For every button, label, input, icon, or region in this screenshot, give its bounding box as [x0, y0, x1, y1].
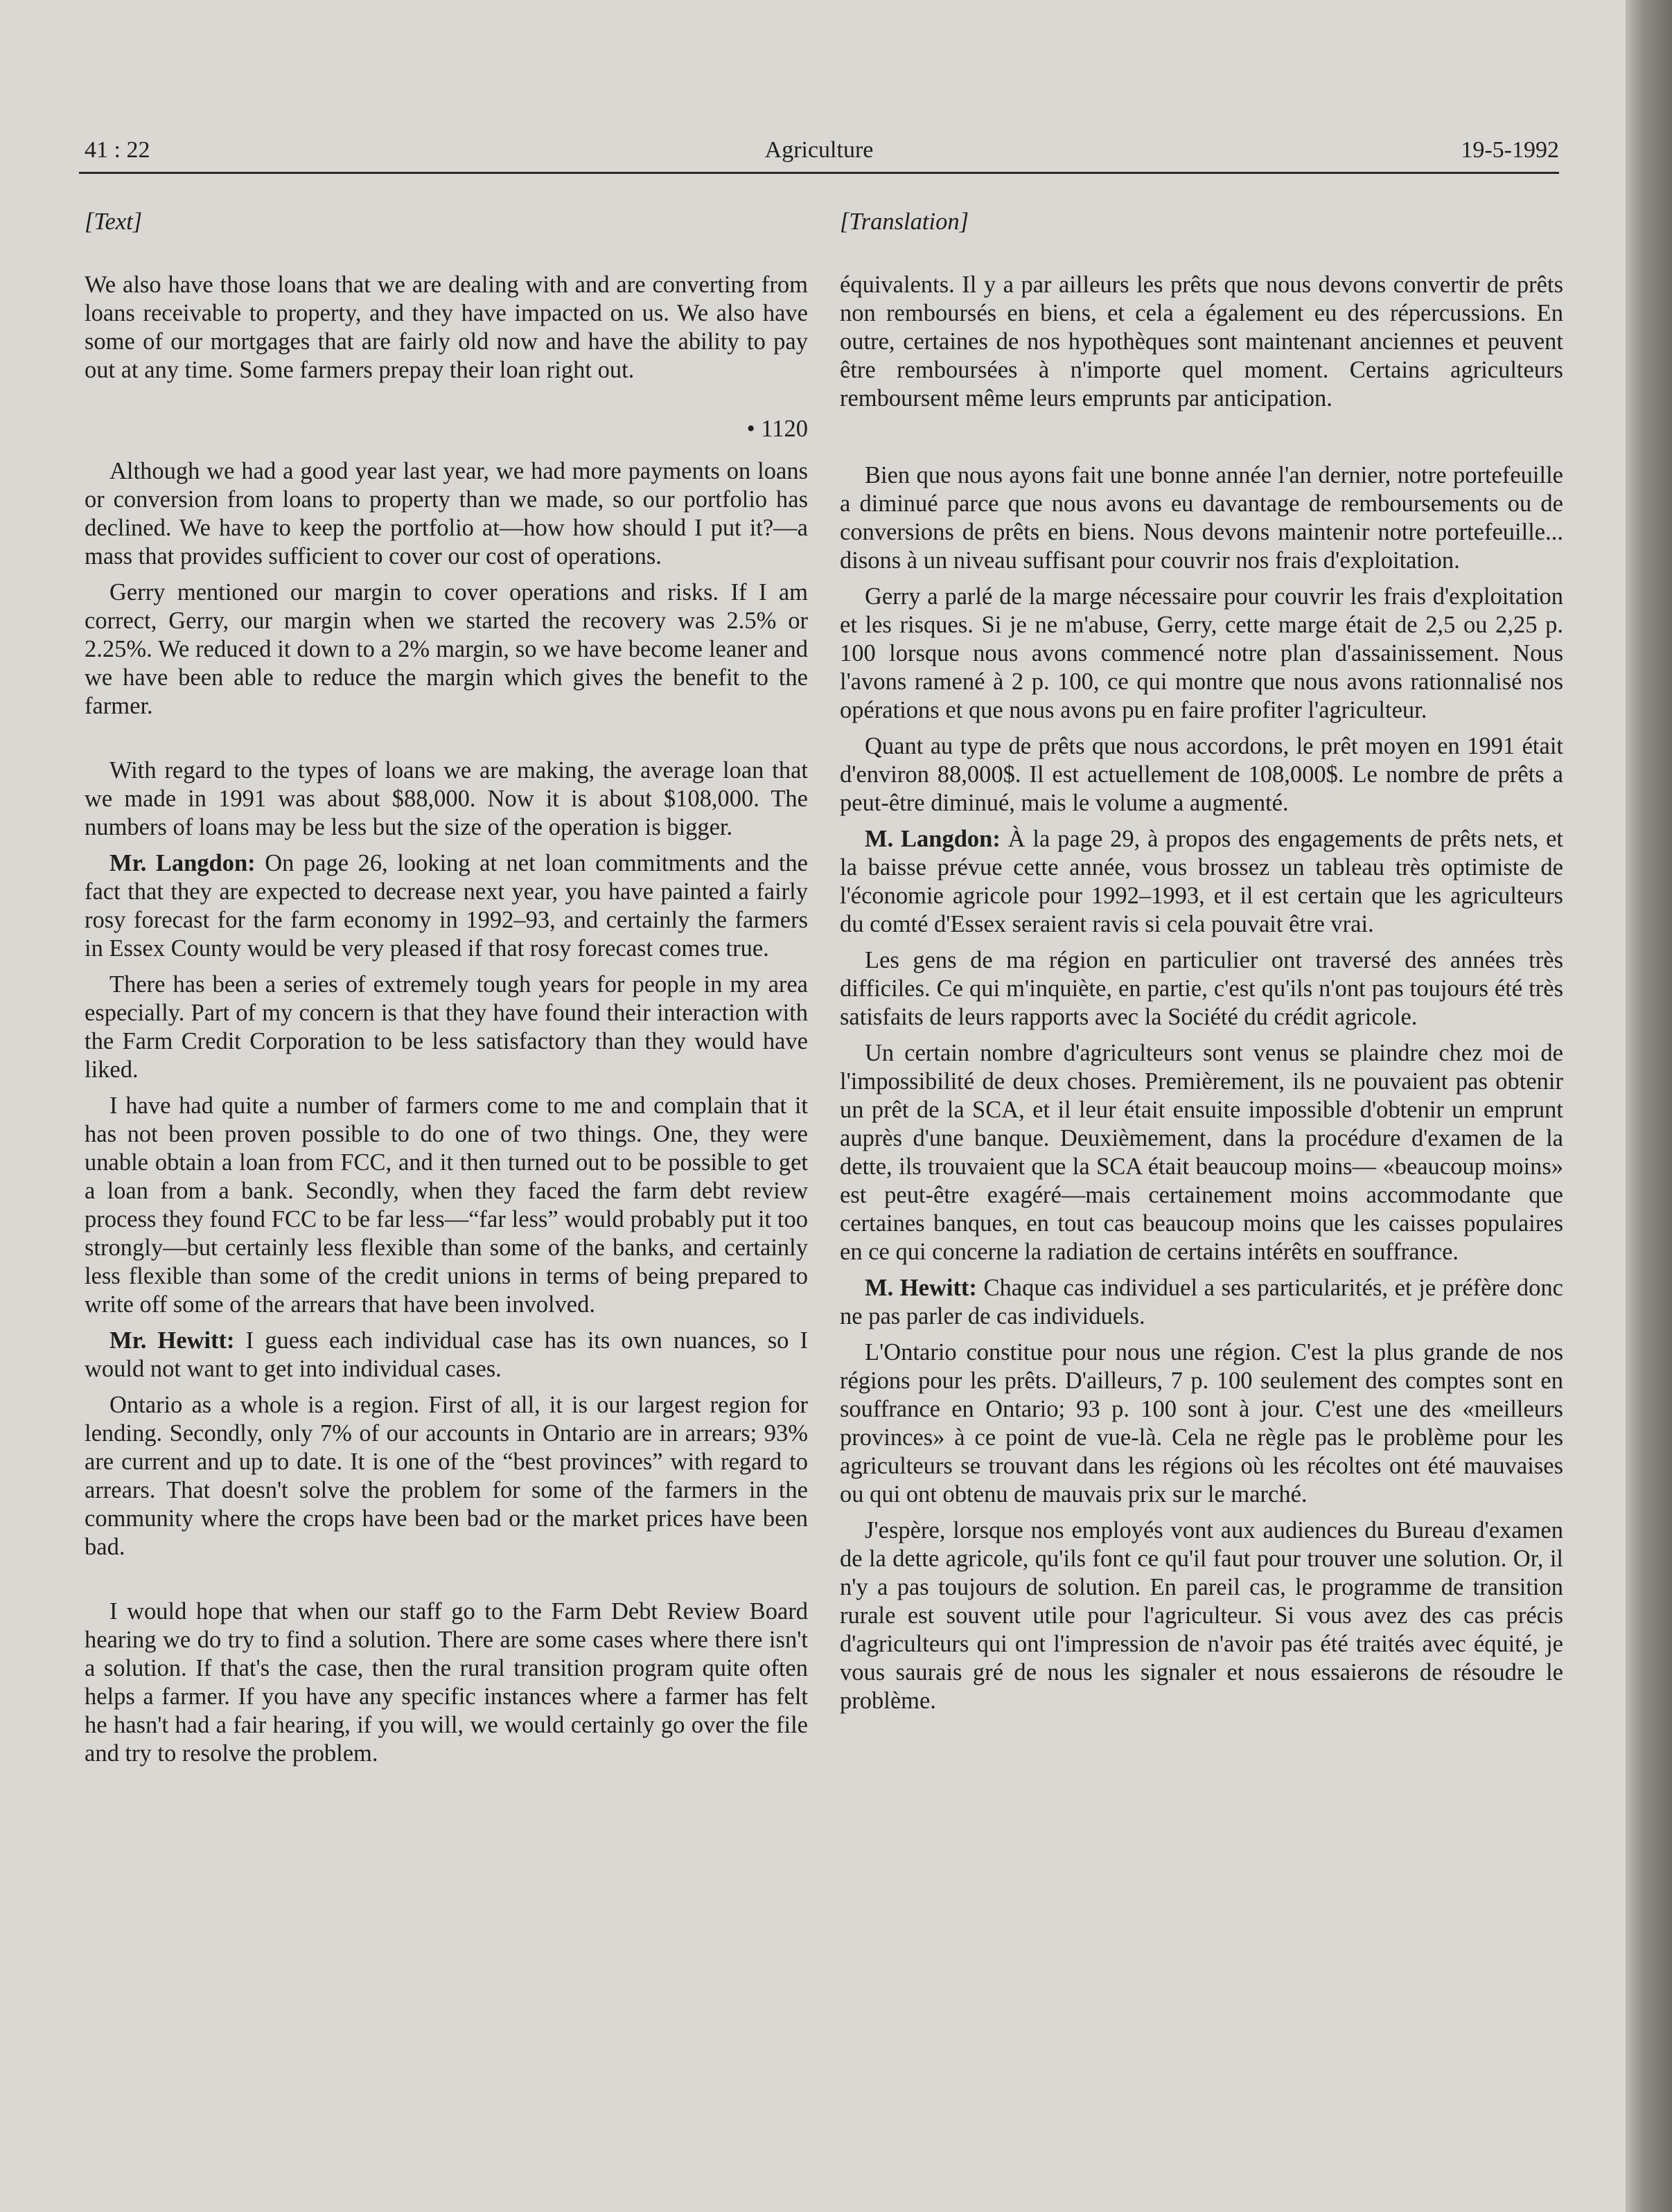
speaker-text: À la page 29, à propos des engagements de prêts nets, et la baisse prévue cette année, vous brossez un tableau très optimiste de l'économie agricole pour 1992–1993, et il est certain que les agriculteurs du comté d'Essex seraient ravis si cela pouvait être vrai. [840, 826, 1563, 937]
page-number: 41 : 22 [85, 137, 150, 163]
english-column [85, 208, 808, 1776]
paragraph: Gerry a parlé de la marge nécessaire pour couvrir les frais d'exploitation et les risques. Si je ne m'abuse, Gerry, cette marge était de 2,5 ou 2,25 p. 100 lorsque nous avons commencé notre plan d'assainissement. Nous l'avons ramené à 2 p. 100, ce qui montre que nous avons rationnalisé nos opérations et que nous avons pu en faire profiter l'agriculteur. [840, 583, 1563, 723]
speaker-paragraph [85, 1327, 808, 1383]
paragraph: Gerry mentioned our margin to cover operations and risks. If I am correct, Gerry, our margin when we started the recovery was 2.5% or 2.25%. We reduced it down to a 2% margin, so we have become leaner and we have been able to reduce the margin which gives the benefit to the farmer. [85, 579, 808, 719]
page-header [79, 137, 1559, 174]
paragraph: Bien que nous ayons fait une bonne année l'an dernier, notre portefeuille a diminué parce que nous avons eu davantage de remboursements ou de conversions de prêts en biens. Nous devons maintenir notre portefeuille... disons à un niveau suffisant pour couvrir nos frais d'exploitation. [840, 462, 1563, 574]
column-heading-translation: [Translation] [840, 209, 969, 235]
speaker-name: Mr. Langdon: [109, 850, 256, 876]
paragraph: Ontario as a whole is a region. First of all, it is our largest region for lending. Secondly, only 7% of our accounts in Ontario are in arrears; 93% are current and up to date. It is one of the “best provinces” with regard to arrears. That doesn't solve the problem for some of the farmers in the community where the crops have been bad or the market prices have been bad. [85, 1392, 808, 1560]
speaker-text: Chaque cas individuel a ses particularités, et je préfère donc ne pas parler de cas individuels. [840, 1275, 1563, 1329]
paragraph: Un certain nombre d'agriculteurs sont venus se plaindre chez moi de l'impossibilité de deux choses. Premièrement, ils ne pouvaient pas obtenir un prêt de la SCA, et il leur était ensuite impossible d'obtenir un emprunt auprès d'une banque. Deuxièmement, dans la procédure d'examen de la dette, ils trouvaient que la SCA était beaucoup moins— «beaucoup moins» est peut-être exagéré—mais certainement moins accommodante que certaines banques, en tout cas beaucoup moins que les caisses populaires en ce qui concerne la radiation de certains intérêts en souffrance. [840, 1040, 1563, 1265]
paragraph: Although we had a good year last year, we had more payments on loans or conversion from loans to property than we made, so our portfolio has declined. We have to keep the portfolio at—how how should I put it?—a mass that provides sufficient to cover our cost of operations. [85, 458, 808, 569]
time-marker: • 1120 [746, 416, 808, 442]
speaker-text: On page 26, looking at net loan commitments and the fact that they are expected to decrease next year, you have painted a fairly rosy forecast for the farm economy in 1992–93, and certainly the farmers in Essex County would be very pleased if that rosy forecast comes true. [85, 850, 808, 962]
paragraph: There has been a series of extremely tough years for people in my area especially. Part of my concern is that they have found their interaction with the Farm Credit Corporation to be less satisfactory than they would have liked. [85, 971, 808, 1083]
speaker-paragraph [840, 1274, 1563, 1331]
french-column [840, 208, 1563, 1723]
paragraph: équivalents. Il y a par ailleurs les prêts que nous devons convertir de prêts non remboursés en biens, et cela a également eu des répercussions. En outre, certaines de nos hypothèques sont maintenant anciennes et peuvent être remboursées à n'importe quel moment. Certains agriculteurs remboursent même leurs emprunts par anticipation. [840, 272, 1563, 412]
speaker-text: I guess each individual case has its own nuances, so I would not want to get into individual cases. [85, 1327, 809, 1382]
paragraph: With regard to the types of loans we are making, the average loan that we made in 1991 was about $88,000. Now it is about $108,000. The numbers of loans may be less but the size of the operation is bigger. [85, 757, 808, 840]
speaker-paragraph [85, 849, 808, 963]
paragraph: We also have those loans that we are dealing with and are converting from loans receivable to property, and they have impacted on us. We also have some of our mortgages that are fairly old now and have the ability to pay out at any time. Some farmers prepay their loan right out. [85, 272, 808, 383]
page-edge-shadow [1626, 0, 1672, 2212]
speaker-name: M. Langdon: [865, 826, 1001, 852]
paragraph: J'espère, lorsque nos employés vont aux audiences du Bureau d'examen de la dette agricole, qu'ils font ce qu'il faut pour trouver une solution. Or, il n'y a pas toujours de solution. En pareil cas, le programme de transition rurale est souvent utile pour l'agriculteur. Si vous avez des cas précis d'agriculteurs qui ont l'impression de n'avoir pas été traités avec équité, je vous saurais gré de nous les signaler et nous essaierons de résoudre le problème. [840, 1517, 1563, 1714]
paragraph: Les gens de ma région en particulier ont traversé des années très difficiles. Ce qui m'inquiète, en partie, c'est qu'ils n'ont pas toujours été très satisfaits de leurs rapports avec la Société du crédit agricole. [840, 947, 1563, 1030]
paragraph: I would hope that when our staff go to the Farm Debt Review Board hearing we do try to find a solution. There are some cases where there isn't a solution. If that's the case, then the rural transition program quite often helps a farmer. If you have any specific instances where a farmer has felt he hasn't had a fair hearing, if you will, we would certainly go over the file and try to resolve the problem. [85, 1598, 808, 1767]
speaker-paragraph [840, 825, 1563, 939]
speaker-name: M. Hewitt: [865, 1275, 977, 1301]
paragraph: Quant au type de prêts que nous accordons, le prêt moyen en 1991 était d'environ 88,000$. Il est actuellement de 108,000$. Le nombre de prêts a peut-être diminué, mais le volume a augmenté. [840, 733, 1563, 816]
column-heading-text: [Text] [85, 209, 143, 235]
paragraph: I have had quite a number of farmers come to me and complain that it has not been proven possible to do one of two things. One, they were unable obtain a loan from FCC, and it then turned out to be possible to get a loan from a bank. Secondly, when they faced the farm debt review process they found FCC to be far less—“far less” would probably put it too strongly—but certainly less flexible than some of the banks, and certainly less flexible than some of the credit unions in terms of being prepared to write off some of the arrears that have been involved. [85, 1092, 808, 1318]
header-date: 19-5-1992 [1461, 137, 1559, 163]
speaker-name: Mr. Hewitt: [109, 1327, 235, 1354]
paragraph: L'Ontario constitue pour nous une région. C'est la plus grande de nos régions pour les prêts. D'ailleurs, 7 p. 100 seulement des comptes sont en souffrance en Ontario; 93 p. 100 sont à jour. C'est une des «meilleurs provinces» à ce point de vue-là. Cela ne règle pas le problème pour les agriculteurs se trouvant dans les régions où les récoltes ont été mauvaises ou qui ont obtenu de mauvais prix sur le marché. [840, 1339, 1563, 1507]
header-title: Agriculture [764, 137, 874, 163]
